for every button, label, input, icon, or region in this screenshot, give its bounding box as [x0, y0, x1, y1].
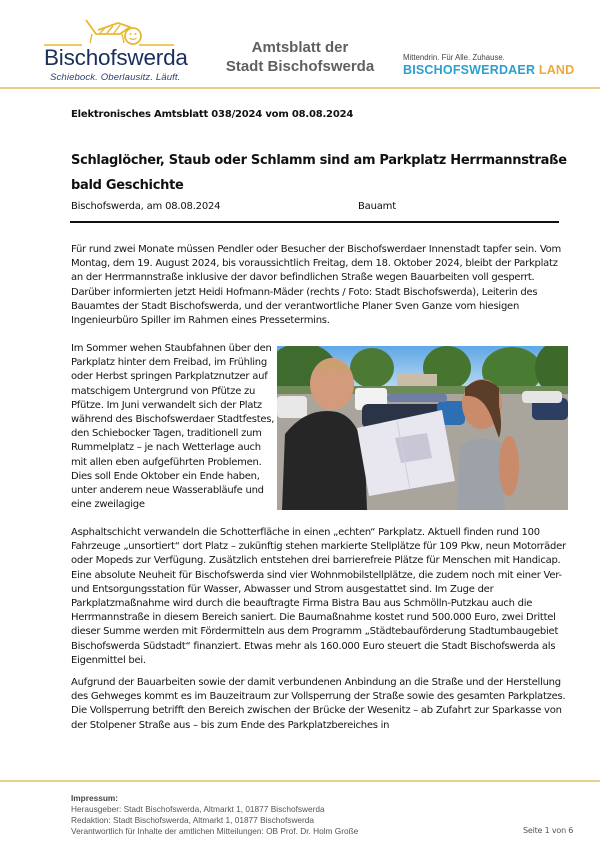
land-logo-brand	[403, 63, 574, 77]
bischofswerda-logo	[40, 18, 188, 83]
logo-wordmark: Bischofswerda	[44, 45, 188, 70]
paragraph-2-wrapped: Im Sommer wehen Staubfahnen über den Parkplatz hinter dem Freibad, im Frühling oder Herbst springen Parkplatznutzer auf matschigem Untergrund von Pfütze zu Pfütze. Im Juni verwandelt sich der Platz während des Bischofswerdaer Stadtfestes, den Schiebocker Tagen, traditionell zum Rummelplatz – je nach Wetterlage auch mit allen eben aufgeführten Problemen. Dies soll Ende Oktober ein Ende haben, unter anderem neue Wasserabläufe und eine zweilagige	[71, 343, 275, 511]
land-logo-brand-part2: LAND	[538, 63, 575, 77]
impressum-editorial: Redaktion: Stadt Bischofswerda, Altmarkt 1, 01877 Bischofswerda	[71, 815, 315, 825]
header-divider	[0, 87, 600, 89]
wheelbarrow-smiley-icon	[40, 18, 180, 48]
land-logo-slogan: Mittendrin. Für Alle. Zuhause.	[403, 53, 505, 62]
logo-tagline: Schiebock. Oberlausitz. Läuft.	[50, 72, 181, 83]
publication-title-line2: Stadt Bischofswerda	[225, 58, 375, 75]
paragraph-3: Aufgrund der Bauarbeiten sowie der damit verbundenen Anbindung an die Straße und der Herstellung des Gehweges kommt es im Bauzeitraum zur Vollsperrung der Straße sowie des gesamten Parkplatzes. Die Vollsperrung betrifft den Bereich zwischen der Brücke der Wesenitz – ab Zufahrt zur Sparkasse von der Stolpener Straße aus – bis zum Ende des Parkplatzbereiches in	[71, 677, 566, 731]
footer-divider	[0, 780, 600, 782]
impressum-responsible: Verantwortlich für Inhalte der amtlichen Mitteilungen: OB Prof. Dr. Holm Große	[71, 826, 359, 836]
impressum-publisher: Herausgeber: Stadt Bischofswerda, Altmarkt 1, 01877 Bischofswerda	[71, 804, 325, 814]
title-rule	[70, 221, 559, 223]
publication-title-line1: Amtsblatt der	[251, 39, 349, 56]
place-date: Bischofswerda, am 08.08.2024	[71, 201, 221, 212]
impressum-heading: Impressum:	[71, 793, 119, 803]
page-number: Seite 1 von 6	[523, 826, 574, 835]
paragraph-1: Für rund zwei Monate müssen Pendler oder Besucher der Bischofswerdaer Innenstadt tapfer sein. Vom Montag, dem 19. August 2024, bis voraussichtlich Freitag, dem 18. Oktober 2024, bleibt der Parkplatz an der Herrmannstraße inklusive der davor befindlichen Straße wegen Bauarbeiten voll gesperrt. Darüber informierten jetzt Heidi Hofmann-Mäder (rechts / Foto: Stadt Bischofswerda), Leiterin des Bauamtes der Stadt Bischofswerda, und der verantwortliche Planer Sven Ganze vom hiesigen Ingenieurbüro Spiller im Rahmen eines Pressetermins.	[71, 244, 561, 327]
impressum	[71, 793, 358, 837]
photo-icon	[277, 346, 568, 510]
bischofswerdaer-land-logo	[403, 53, 574, 77]
article-photo	[277, 346, 568, 510]
paragraph-2-continued: Asphaltschicht verwandeln die Schotterfläche in einen „echten“ Parkplatz. Aktuell finden rund 100 Fahrzeuge „unsortiert“ dort Platz – zukünftig stehen markierte Stellplätze für 109 Pkw, neun Motorräder oder Mopeds zur Verfügung. Zusätzlich entstehen drei barrierefreie Plätze für Menschen mit Handicap. Eine absolute Neuheit für Bischofswerda sind vier Wohnmobilstellplätze, die zudem noch mit einer Ver- und Entsorgungsstation für Wasser, Abwasser und Strom ausgestattet sind. Im Zuge der Parkplatzmaßnahme wird durch die beauftragte Firma Bistra Bau aus Schmölln-Putzkau auch die Herrmannstraße in diesem Bereich saniert. Die Baumaßnahme kostet rund 500.000 Euro, zwei Drittel dieser Summe werden mit Fördermitteln aus dem Programm „Städtebauförderung Stadtumbaugebiet Bischofswerda Südstadt“ finanziert. Etwas mehr als 160.000 Euro steuert die Stadt Bischofswerda als Eigenmittel bei.	[71, 527, 566, 666]
land-logo-brand-part1: BISCHOFSWERDAER	[403, 63, 536, 77]
article-title: Schlaglöcher, Staub oder Schlamm sind am Parkplatz Herrmannstraße bald Geschichte	[71, 153, 567, 193]
publication-title	[195, 38, 405, 76]
issue-kicker: Elektronisches Amtsblatt 038/2024 vom 08.08.2024	[71, 109, 354, 120]
department: Bauamt	[358, 201, 396, 212]
